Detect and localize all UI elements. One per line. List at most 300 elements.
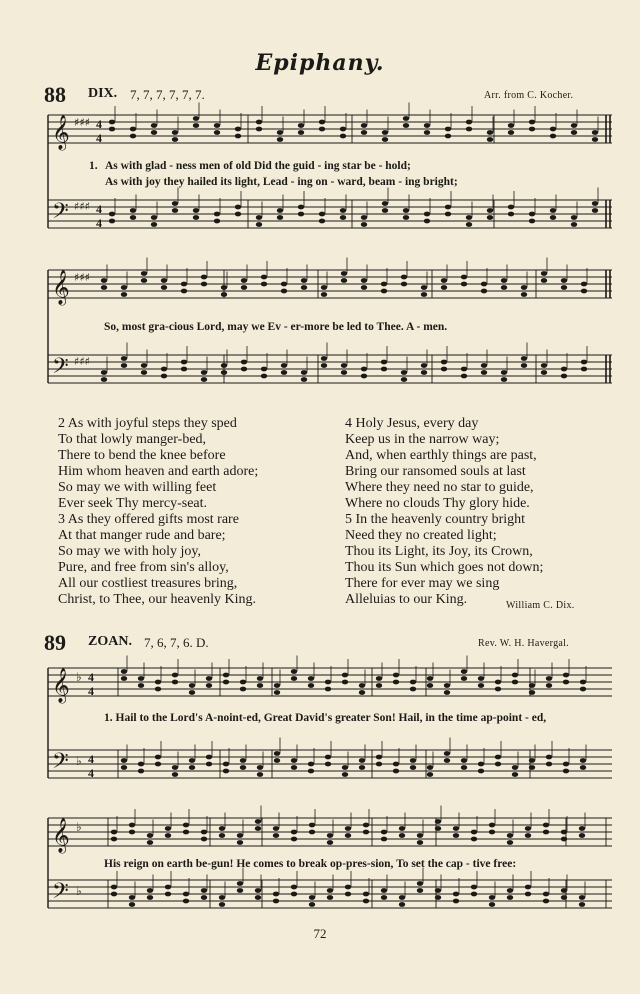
note-head [592,201,598,206]
note-head [172,130,178,135]
note-head [319,212,325,217]
note-head [325,762,331,767]
note-head [381,360,387,365]
note-head [580,687,586,692]
note-head [223,769,229,774]
svg-text:♯♯♯: ♯♯♯ [74,200,90,213]
note-head [561,830,567,835]
note-head [340,215,346,220]
svg-text:𝄢: 𝄢 [52,199,69,229]
note-head [435,826,441,831]
note-head [529,758,535,763]
note-head [201,837,207,842]
note-head [309,823,315,828]
note-head [201,370,207,375]
note-head [111,830,117,835]
note-head [274,683,280,688]
note-head [193,208,199,213]
stanza-line: 4 Holy Jesus, every day [345,416,479,431]
note-head [274,751,280,756]
note-head [281,282,287,287]
note-head [277,215,283,220]
note-head [561,278,567,283]
note-head [101,278,107,283]
note-head [487,130,493,135]
note-head [541,363,547,368]
note-head [206,676,212,681]
stanza-line: All our costliest treasures bring, [58,576,238,591]
note-head [129,830,135,835]
note-head [424,130,430,135]
stanza-line: Where no clouds Thy glory hide. [345,496,530,511]
note-head [181,282,187,287]
note-head [592,137,598,142]
note-head [543,823,549,828]
note-head [453,826,459,831]
note-head [342,673,348,678]
note-head [223,680,229,685]
note-head [201,888,207,893]
note-head [206,755,212,760]
svg-text:4: 4 [88,766,94,780]
note-head [487,208,493,213]
note-head [172,201,178,206]
note-head [181,289,187,294]
note-head [508,212,514,217]
note-head [441,367,447,372]
note-head [441,285,447,290]
note-head [101,377,107,382]
svg-text:4: 4 [96,117,102,131]
note-head [529,690,535,695]
note-head [471,885,477,890]
note-head [489,895,495,900]
note-head [206,762,212,767]
note-head [579,833,585,838]
note-head [291,892,297,897]
note-head [461,282,467,287]
svg-text:♯♯♯: ♯♯♯ [74,355,90,368]
note-head [155,680,161,685]
note-head [489,823,495,828]
svg-text:♭: ♭ [76,754,82,768]
note-head [341,370,347,375]
note-head [571,215,577,220]
note-head [401,275,407,280]
note-head [361,285,367,290]
note-head [183,899,189,904]
note-head [291,830,297,835]
note-head [427,683,433,688]
note-head [541,370,547,375]
note-head [435,895,441,900]
note-head [241,285,247,290]
note-head [403,116,409,121]
note-head [319,219,325,224]
section-title: Epiphany. [255,50,385,76]
note-head [508,130,514,135]
note-head [521,285,527,290]
note-head [301,370,307,375]
note-head [561,367,567,372]
note-head [543,899,549,904]
note-head [466,127,472,132]
stanza-line: And, when earthly things are past, [345,448,537,463]
note-head [376,755,382,760]
note-head [592,208,598,213]
note-head [471,830,477,835]
note-head [441,278,447,283]
note-head [257,772,263,777]
note-head [441,360,447,365]
stanza-line: So may we with holy joy, [58,544,201,559]
stanza-line: To that lowly manger-bed, [58,432,207,447]
note-head [495,687,501,692]
note-head [172,673,178,678]
note-head [235,212,241,217]
note-head [219,902,225,907]
note-head [445,212,451,217]
note-head [256,127,262,132]
note-head [521,363,527,368]
note-head [382,201,388,206]
note-head [424,219,430,224]
note-head [342,772,348,777]
note-head [546,683,552,688]
note-head [461,669,467,674]
stanza-line: So may we with willing feet [58,480,217,495]
stanza-line: Thou its Light, its Joy, its Crown, [345,544,533,559]
note-head [129,823,135,828]
note-head [214,219,220,224]
svg-text:𝄞: 𝄞 [52,115,70,150]
note-head [445,205,451,210]
note-head [435,888,441,893]
note-head [399,833,405,838]
stanza-line: Where they need no star to guide, [345,480,534,495]
stanza-3 [58,512,256,608]
note-head [563,680,569,685]
note-head [550,208,556,213]
note-head [561,895,567,900]
note-head [403,215,409,220]
note-head [340,208,346,213]
note-head [512,765,518,770]
note-head [130,134,136,139]
note-head [130,127,136,132]
note-head [489,830,495,835]
note-head [580,680,586,685]
stanza-line: Thou its Sun which goes not down; [345,560,544,575]
note-head [445,134,451,139]
note-head [571,222,577,227]
note-head [399,826,405,831]
note-head [193,215,199,220]
note-head [481,282,487,287]
note-head [478,676,484,681]
note-head [101,285,107,290]
note-head [111,885,117,890]
note-head [525,826,531,831]
svg-text:4: 4 [88,752,94,766]
note-head [478,769,484,774]
note-head [221,285,227,290]
note-head [325,755,331,760]
note-head [341,271,347,276]
note-head [183,830,189,835]
svg-text:♯♯♯: ♯♯♯ [74,271,90,284]
note-head [341,278,347,283]
note-head [101,370,107,375]
note-head [466,215,472,220]
note-head [255,895,261,900]
note-head [237,881,243,886]
note-head [417,881,423,886]
note-head [359,758,365,763]
note-head [274,758,280,763]
note-head [461,275,467,280]
note-head [561,888,567,893]
note-head [495,762,501,767]
stanza-2 [58,416,258,512]
note-head [580,765,586,770]
stanza-line: Him whom heaven and earth adore; [58,464,259,479]
note-head [255,888,261,893]
note-head [525,885,531,890]
note-head [399,895,405,900]
note-head [579,826,585,831]
note-head [235,134,241,139]
note-head [138,769,144,774]
note-head [201,275,207,280]
note-head [183,823,189,828]
note-head [471,892,477,897]
note-head [471,837,477,842]
note-head [274,690,280,695]
note-head [444,690,450,695]
note-head [298,205,304,210]
note-head [165,826,171,831]
note-head [277,130,283,135]
note-head [546,762,552,767]
note-head [237,888,243,893]
note-head [461,367,467,372]
note-head [309,830,315,835]
note-head [291,676,297,681]
note-head [571,123,577,128]
svg-text:4: 4 [96,202,102,216]
note-head [121,758,127,763]
note-head [481,370,487,375]
note-head [141,363,147,368]
note-head [189,765,195,770]
note-head [444,758,450,763]
stanza-line: Christ, to Thee, our heavenly King. [58,592,257,607]
note-head [257,765,263,770]
note-head [501,377,507,382]
note-head [512,680,518,685]
note-head [261,282,267,287]
note-head [181,360,187,365]
note-head [172,137,178,142]
note-head [359,683,365,688]
note-head [172,208,178,213]
note-head [327,895,333,900]
note-head [381,367,387,372]
note-head [461,765,467,770]
note-head [273,826,279,831]
note-head [298,212,304,217]
stanza-5 [345,512,543,608]
note-head [165,833,171,838]
note-head [172,765,178,770]
note-head [111,837,117,842]
hymn-89-credit: Rev. W. H. Havergal. [478,638,569,649]
hymn-89-lyric-line-1: 1. Hail to the Lord's A-noint-ed, Great David's greater Son! Hail, in the time ap-point - ed, [104,712,547,724]
note-head [550,134,556,139]
note-head [421,292,427,297]
svg-text:𝄢: 𝄢 [52,879,69,909]
note-head [543,892,549,897]
svg-text:𝄢: 𝄢 [52,354,69,384]
note-head [151,130,157,135]
note-head [563,673,569,678]
note-head [417,833,423,838]
note-head [151,222,157,227]
note-head [151,123,157,128]
note-head [421,285,427,290]
note-head [241,360,247,365]
stanza-line: Keep us in the narrow way; [345,432,500,447]
stanza-line: At that manger rude and bare; [58,528,226,543]
note-head [529,683,535,688]
note-head [507,840,513,845]
note-head [529,765,535,770]
note-head [256,120,262,125]
stanza-line: Need they no created light; [345,528,497,543]
note-head [109,127,115,132]
note-head [147,833,153,838]
note-head [340,134,346,139]
note-head [256,222,262,227]
note-head [281,363,287,368]
note-head [399,902,405,907]
note-head [393,680,399,685]
note-head [261,374,267,379]
note-head [255,819,261,824]
note-head [201,377,207,382]
note-head [495,755,501,760]
note-head [121,356,127,361]
svg-text:♭: ♭ [76,884,82,898]
note-head [172,772,178,777]
note-head [237,833,243,838]
page-number: 72 [313,926,327,941]
note-head [529,219,535,224]
note-head [543,830,549,835]
note-head [550,127,556,132]
note-head [529,127,535,132]
note-head [393,673,399,678]
stanza-line: There for ever may we sing [345,576,500,591]
svg-text:4: 4 [96,131,102,145]
note-head [130,215,136,220]
note-head [219,826,225,831]
note-head [501,278,507,283]
note-head [121,669,127,674]
note-head [444,683,450,688]
note-head [298,130,304,135]
note-head [325,680,331,685]
note-head [581,360,587,365]
note-head [382,130,388,135]
note-head [363,899,369,904]
note-head [273,833,279,838]
note-head [189,690,195,695]
note-head [495,680,501,685]
note-head [155,755,161,760]
note-head [563,762,569,767]
note-head [141,278,147,283]
note-head [507,888,513,893]
note-head [435,819,441,824]
note-head [165,885,171,890]
note-head [255,826,261,831]
note-head [256,215,262,220]
note-head [111,892,117,897]
note-head [193,123,199,128]
note-head [561,285,567,290]
note-head [301,285,307,290]
note-head [281,370,287,375]
note-head [579,895,585,900]
note-head [546,755,552,760]
note-head [421,370,427,375]
note-head [221,370,227,375]
note-head [361,123,367,128]
note-head [561,374,567,379]
note-head [401,377,407,382]
note-head [393,769,399,774]
note-head [240,680,246,685]
hymn-88-lyric-line-1: As with glad - ness men of old Did the guid - ing star be - hold; [105,160,411,172]
note-head [223,673,229,678]
hymn-88-author: William C. Dix. [506,600,575,611]
note-head [214,212,220,217]
note-head [201,282,207,287]
note-head [121,292,127,297]
note-head [129,895,135,900]
verse-marker: 1. [89,160,98,172]
note-head [581,289,587,294]
note-head [579,902,585,907]
note-head [546,676,552,681]
note-head [427,772,433,777]
note-head [501,285,507,290]
note-head [580,758,586,763]
note-head [241,367,247,372]
note-head [301,278,307,283]
note-head [301,377,307,382]
note-head [183,892,189,897]
note-head [341,363,347,368]
note-head [219,833,225,838]
note-head [466,120,472,125]
note-head [376,762,382,767]
note-head [201,830,207,835]
note-head [410,680,416,685]
note-head [345,826,351,831]
